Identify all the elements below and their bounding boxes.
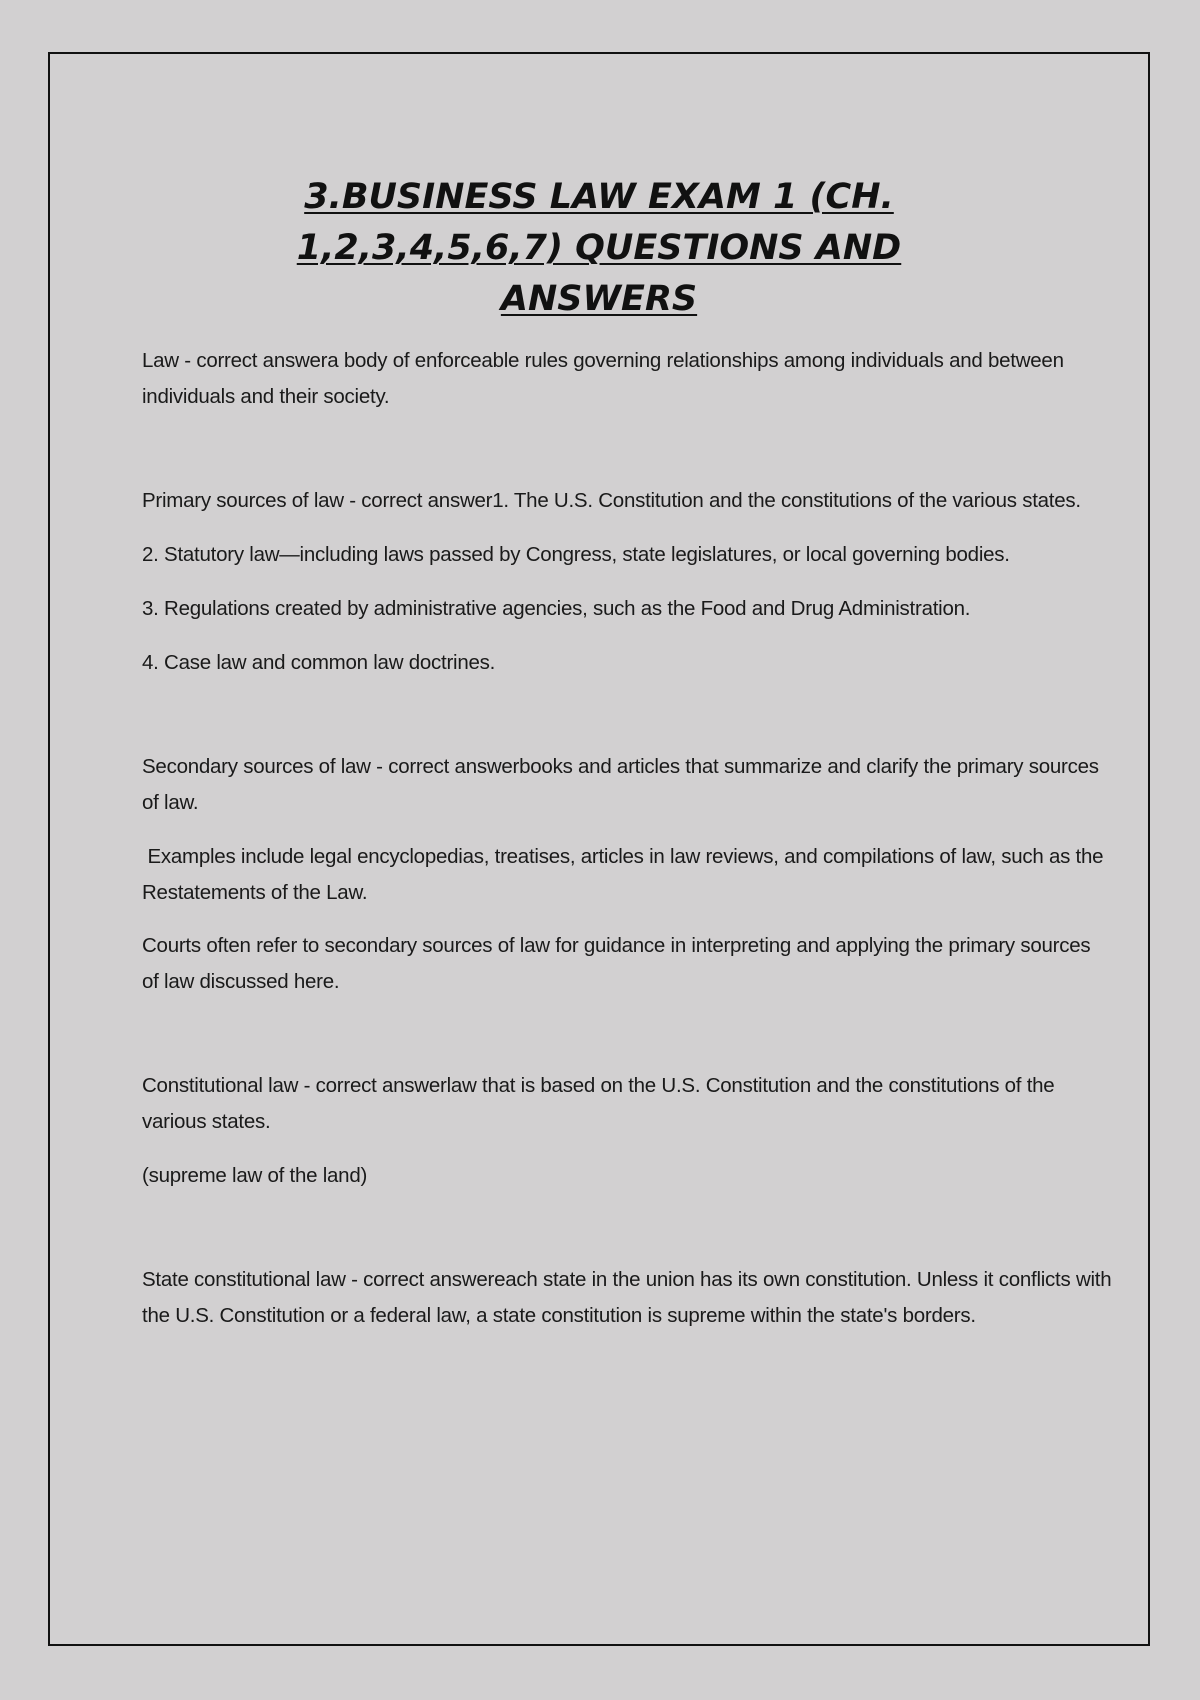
paragraph-primary-sources: Primary sources of law - correct answer1. The U.S. Constitution and the constitutions of the various states.: [142, 489, 1081, 512]
document-page: [48, 52, 1150, 1646]
paragraph-state-constitutional-law: State constitutional law - correct answereach state in the union has its own constitution. Unless it conflicts with the U.S. Constitution or a federal law, a state constitution is supreme within the state's borders.: [142, 1268, 1112, 1327]
paragraph-case-law: 4. Case law and common law doctrines.: [142, 651, 496, 674]
paragraph-courts: Courts often refer to secondary sources of law for guidance in interpreting and applying the primary sources of law discussed here.: [142, 934, 1091, 993]
paragraph-supreme-law: (supreme law of the land): [142, 1164, 368, 1187]
paragraph-statutory-law: 2. Statutory law—including laws passed by Congress, state legislatures, or local governing bodies.: [142, 543, 1010, 566]
title-line: ANSWERS: [500, 279, 698, 319]
title-line: 1,2,3,4,5,6,7) QUESTIONS AND: [296, 228, 902, 268]
paragraph-secondary-sources: Secondary sources of law - correct answerbooks and articles that summarize and clarify the primary sources of law.: [142, 755, 1099, 814]
paragraph-law: Law - correct answera body of enforceable rules governing relationships among individuals and between individuals and their society.: [142, 349, 1064, 408]
title-line: 3.BUSINESS LAW EXAM 1 (CH.: [304, 177, 894, 217]
document-body: [142, 343, 1112, 1334]
paragraph-constitutional-law: Constitutional law - correct answerlaw that is based on the U.S. Constitution and the constitutions of the various states.: [142, 1074, 1055, 1133]
paragraph-examples: Examples include legal encyclopedias, treatises, articles in law reviews, and compilations of law, such as the Restatements of the Law.: [142, 845, 1109, 904]
document-title: [50, 172, 1148, 325]
paragraph-regulations: 3. Regulations created by administrative agencies, such as the Food and Drug Administration.: [142, 597, 971, 620]
